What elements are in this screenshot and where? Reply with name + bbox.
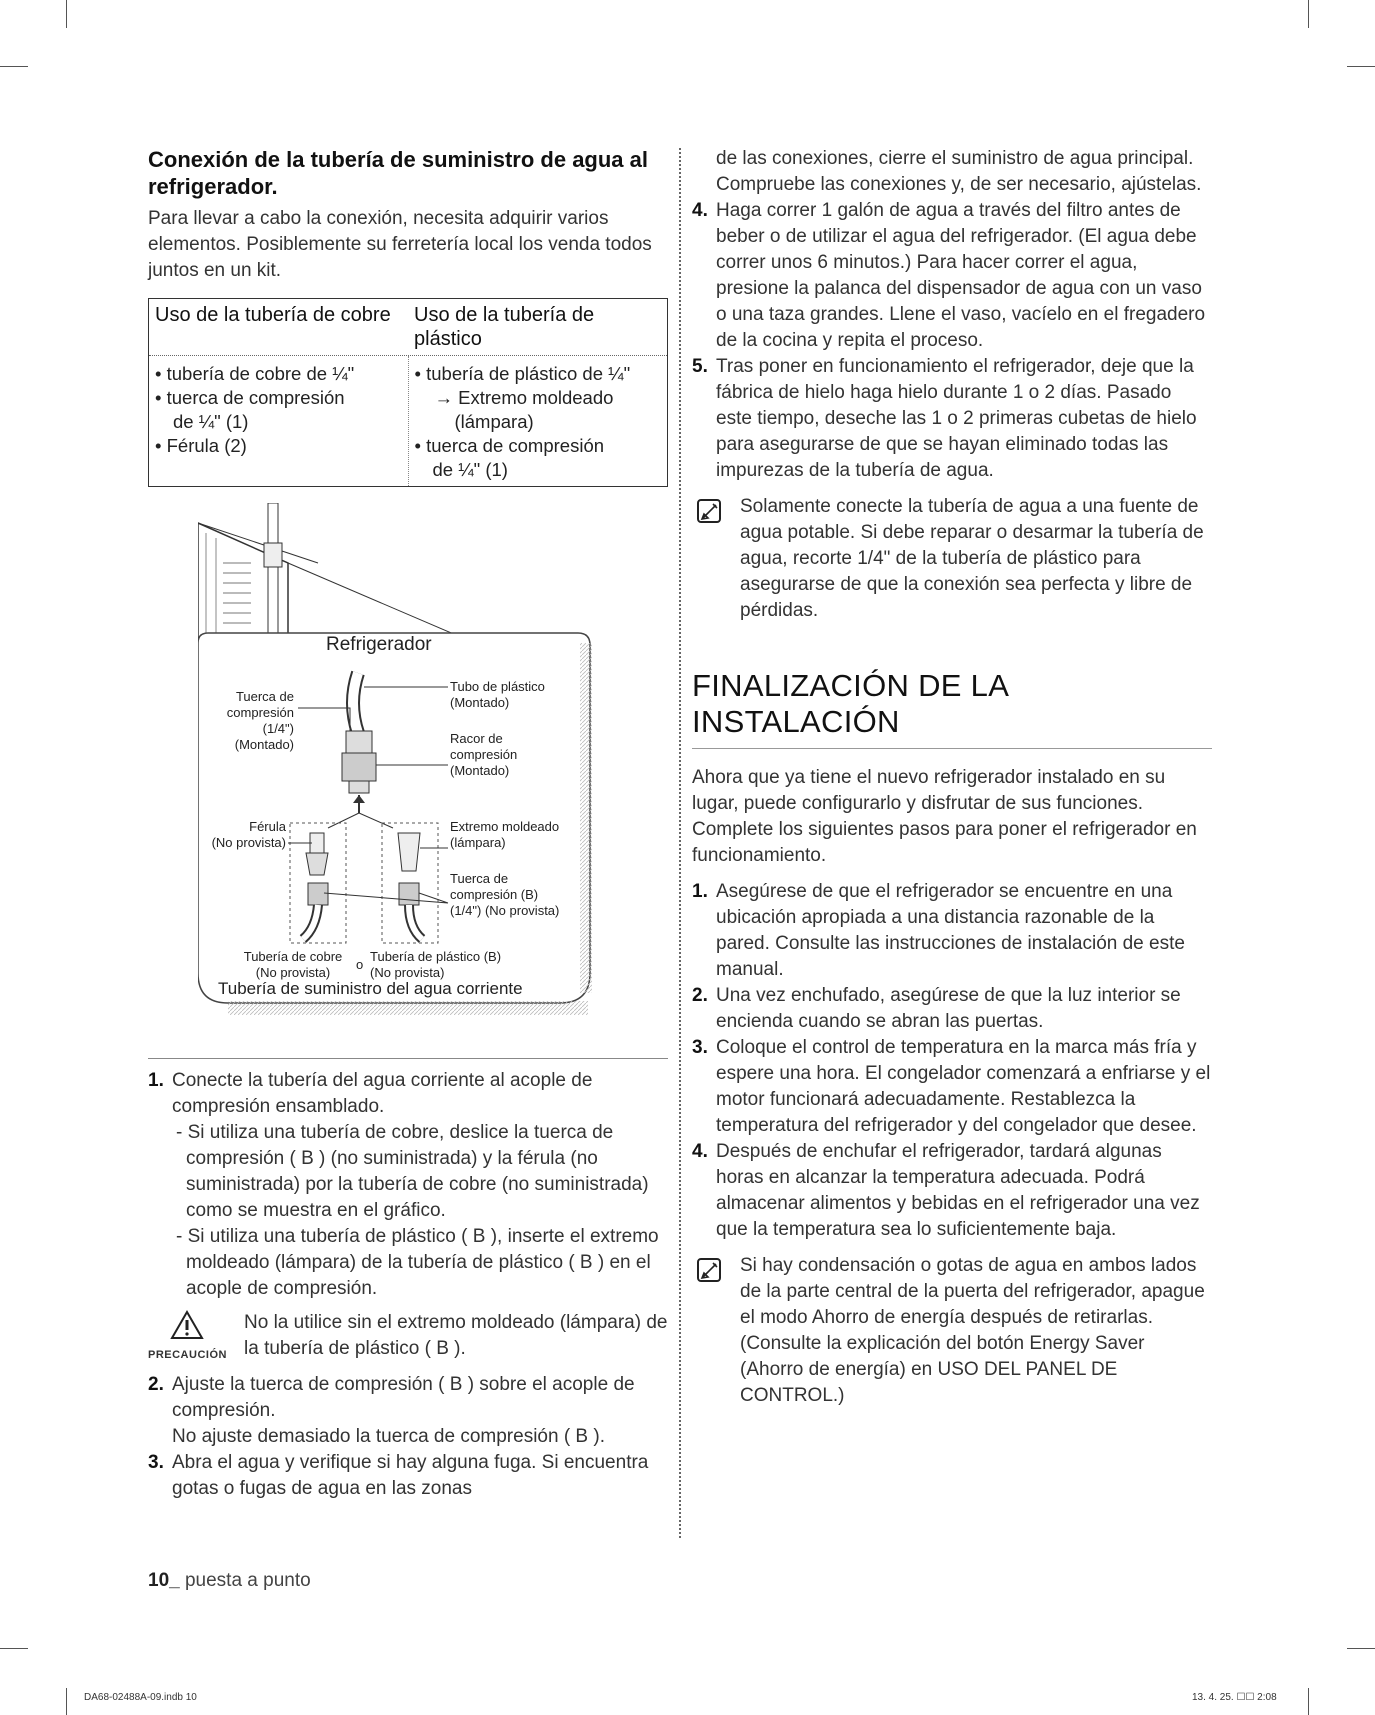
list-item: de ¼" (1)	[173, 411, 249, 432]
step-number: 5.	[692, 356, 708, 377]
step-1	[148, 1068, 668, 1302]
label-line: (1/4") (No provista)	[450, 903, 560, 918]
label-line: Tubería de cobre	[243, 949, 343, 964]
step-number: 1.	[692, 881, 708, 902]
caution-text: No la utilice sin el extremo moldeado (lámpara) de la tubería de plástico ( B ).	[244, 1312, 668, 1359]
step-number: 2.	[148, 1374, 164, 1395]
water-line-diagram	[198, 503, 668, 1063]
label-refrigerador: Refrigerador	[326, 634, 432, 655]
crop-mark	[1347, 66, 1375, 67]
step-text: Después de enchufar el refrigerador, tardará algunas horas en alcanzar la temperatura adecuada. Podrá almacenar alimentos y bebidas en el refrigerador una vez que la temperatura sea lo suficientemente baja.	[716, 1141, 1200, 1240]
right-column	[692, 146, 1212, 1409]
section-heading: FINALIZACIÓN DE LA INSTALACIÓN	[692, 668, 1212, 749]
caution-label: PRECAUCIÓN	[148, 1349, 227, 1361]
list-item: • tubería de plástico de ¼"	[414, 363, 631, 384]
step-number: 3.	[692, 1037, 708, 1058]
step-4	[692, 198, 1212, 354]
step-text: Abra el agua y verifique si hay alguna fuga. Si encuentra gotas o fugas de agua en las zonas	[172, 1452, 649, 1499]
label-line: Racor de	[450, 731, 503, 746]
intro-paragraph: Ahora que ya tiene el nuevo refrigerador instalado en su lugar, puede configurarlo y disfrutar de sus funciones. Complete los siguientes pasos para poner el refrigerador en funcionamiento.	[692, 767, 1197, 866]
crop-mark	[0, 66, 28, 67]
print-slug-date: 13. 4. 25. ☐☐ 2:08	[1192, 1692, 1277, 1703]
warning-triangle-icon	[170, 1310, 204, 1340]
note-box	[692, 494, 1212, 624]
label-line: (No provista)	[255, 965, 331, 980]
column-separator	[679, 148, 681, 1538]
footer-section: puesta a punto	[179, 1570, 311, 1591]
step-number: 3.	[148, 1452, 164, 1473]
intro-paragraph: Para llevar a cabo la conexión, necesita adquirir varios elementos. Posiblemente su ferretería local los venda todos juntos en un kit.	[148, 208, 652, 281]
step-text: de las conexiones, cierre el suministro de agua principal. Compruebe las conexiones y, de ser necesario, ajústelas.	[716, 148, 1202, 195]
note-pencil-icon	[696, 1257, 724, 1285]
copper-header: Uso de la tubería de cobre	[155, 304, 391, 326]
label-line: Férula	[249, 819, 286, 834]
label-line: Tuerca de	[450, 871, 509, 886]
note-text: Si hay condensación o gotas de agua en ambos lados de la parte central de la puerta del refrigerador, apague el modo Ahorro de energía después de retirarlas. (Consulte la explicación del botón Energy Saver (Ahorro de energía) en USO DEL PANEL DE CONTROL.)	[740, 1255, 1205, 1406]
label-line: (Montado)	[450, 763, 510, 778]
label-tuberia-cobre	[238, 949, 348, 981]
step-number: 4.	[692, 200, 708, 221]
caution-box	[148, 1310, 668, 1362]
list-item: • Férula (2)	[155, 435, 247, 456]
step-number: 1.	[148, 1070, 164, 1091]
copper-items	[149, 356, 409, 486]
step-text: Asegúrese de que el refrigerador se encuentre en una ubicación apropiada a una distancia razonable de la pared. Consulte las instrucciones de instalación de este manual.	[716, 881, 1185, 980]
label-tuerca-b	[450, 871, 559, 919]
step-text: Haga correr 1 galón de agua a través del filtro antes de beber o de utilizar el agua del refrigerador. (El agua debe correr unos 6 minutos.) Para hacer correr el agua, presione la palanca del dispensador de agua con un vaso o una taza grandes. Llene el vaso, vacíelo en el fregadero de la cocina y repita el proceso.	[716, 200, 1206, 351]
label-line: (Montado)	[234, 737, 294, 752]
kit-table	[148, 298, 668, 487]
step-number: 2.	[692, 985, 708, 1006]
page-number: 10_	[148, 1570, 180, 1591]
step-text: Conecte la tubería del agua corriente al acople de compresión ensamblado.	[172, 1070, 593, 1117]
finish-step-3	[692, 1035, 1212, 1139]
list-item: de ¼" (1)	[432, 459, 508, 480]
label-line: (lámpara)	[450, 835, 506, 850]
label-line: (1/4")	[262, 721, 294, 736]
label-tuberia-plastico	[370, 949, 501, 981]
finish-step-1	[692, 879, 1212, 983]
step-number: 4.	[692, 1141, 708, 1162]
divider	[148, 1058, 668, 1059]
label-line: Extremo moldeado	[450, 819, 560, 834]
finish-step-2	[692, 983, 1212, 1035]
crop-mark	[66, 0, 67, 28]
step-3	[148, 1450, 668, 1502]
label-tubo-plastico	[450, 679, 545, 711]
kit-table-body	[149, 356, 667, 486]
note-text: Solamente conecte la tubería de agua a una fuente de agua potable. Si debe reparar o desarmar la tubería de agua, recorte 1/4" de la tubería de plástico para asegurarse de que la conexión sea perfecta y libre de pérdidas.	[740, 496, 1204, 621]
list-item: • tuerca de compresión	[414, 435, 605, 456]
crop-mark	[0, 1648, 28, 1649]
step-text: Coloque el control de temperatura en la marca más fría y espere una hora. El congelador comenzará a enfriarse y el motor funcionará adecuadamente. Restablezca la temperatura del refrigerador y del congelador que desee.	[716, 1037, 1211, 1136]
label-extremo-moldeado	[450, 819, 559, 851]
label-line: compresión (B)	[450, 887, 539, 902]
step-3-continued	[692, 146, 1212, 198]
plastic-items	[409, 356, 668, 486]
label-line: Tuerca de	[235, 689, 294, 704]
label-line: Tubo de plástico	[450, 679, 545, 694]
left-steps	[148, 1068, 668, 1502]
step-5	[692, 354, 1212, 484]
crop-mark	[1308, 0, 1309, 28]
note-pencil-icon	[696, 498, 724, 526]
label-line: (No provista)	[211, 835, 286, 850]
crop-mark	[1308, 1688, 1309, 1715]
list-item: • tubería de cobre de ¼"	[155, 363, 355, 384]
label-line: compresión	[226, 705, 294, 720]
section-title: Conexión de la tubería de suministro de agua al refrigerador.	[148, 147, 648, 199]
crop-mark	[1347, 1648, 1375, 1649]
list-item: (lámpara)	[454, 411, 534, 432]
label-line: compresión	[450, 747, 518, 762]
step-text: Tras poner en funcionamiento el refrigerador, deje que la fábrica de hielo haga hielo durante 1 o 2 días. Pasado este tiempo, deseche las 1 o 2 primeras cubetas de hielo para asegurarse de que se hayan eliminado todas las impurezas de la tubería de agua.	[716, 356, 1197, 481]
label-or: o	[356, 957, 364, 972]
kit-table-header	[149, 299, 667, 356]
step-text: Una vez enchufado, asegúrese de que la luz interior se encienda cuando se abran las puertas.	[716, 985, 1181, 1032]
label-line: (No provista)	[370, 965, 445, 980]
step-2	[148, 1372, 668, 1450]
label-tuerca-compresion	[214, 689, 294, 753]
step-extra: No ajuste demasiado la tuerca de compresión ( B ).	[172, 1426, 605, 1447]
diagram-caption: Tubería de suministro del agua corriente	[218, 979, 523, 998]
left-column	[148, 146, 668, 1063]
page-footer	[148, 1570, 311, 1592]
step-sub-item: - Si utiliza una tubería de plástico ( B ), inserte el extremo moldeado (lámpara) de la tubería de plástico ( B ) en el acople de compresión.	[176, 1226, 659, 1299]
note-box	[692, 1253, 1212, 1409]
list-item: → Extremo moldeado	[434, 387, 614, 408]
finish-step-4	[692, 1139, 1212, 1243]
print-slug-file: DA68-02488A-09.indb 10	[84, 1692, 197, 1703]
crop-mark	[66, 1688, 67, 1715]
step-text: Ajuste la tuerca de compresión ( B ) sobre el acople de compresión.	[172, 1374, 635, 1421]
label-line: Tubería de plástico (B)	[370, 949, 502, 964]
label-racor	[450, 731, 517, 779]
label-line: (Montado)	[450, 695, 510, 710]
label-ferula	[198, 819, 286, 851]
list-item: • tuerca de compresión	[155, 387, 345, 408]
step-sub-item: - Si utiliza una tubería de cobre, deslice la tuerca de compresión ( B ) (no suministrada) y la férula (no suministrada) por la tubería de cobre (no suministrada) como se muestra en el gráfico.	[176, 1122, 649, 1221]
plastic-header: Uso de la tubería de plástico	[414, 304, 595, 350]
